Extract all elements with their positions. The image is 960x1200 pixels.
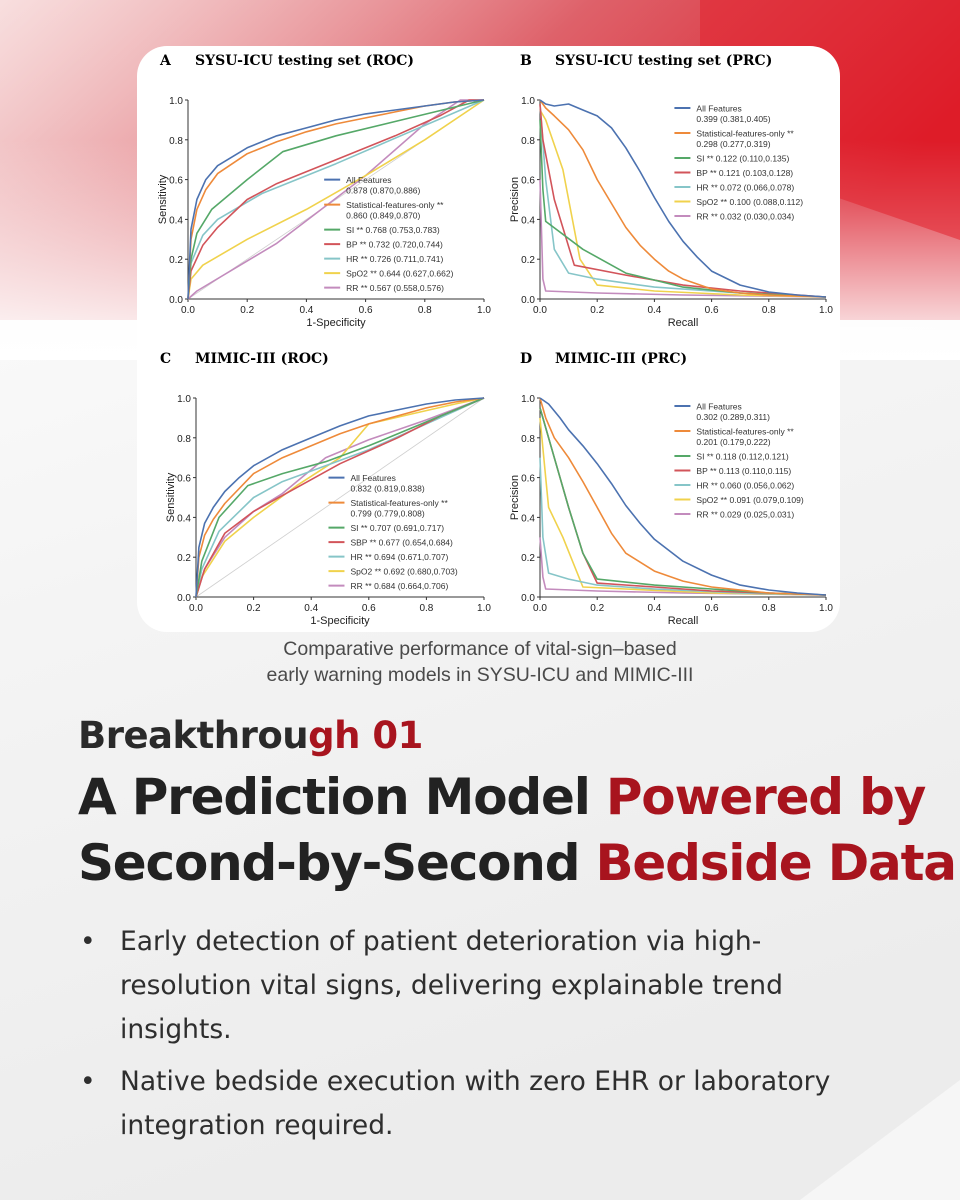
legend-label: HR ** 0.072 (0.066,0.078) [696, 182, 795, 193]
y-tick-label: 0.6 [521, 175, 535, 187]
y-tick-label: 0.0 [177, 593, 191, 604]
legend-label: Statistical-features-only ** [346, 200, 444, 211]
panel-letter: C [160, 351, 172, 367]
legend-label: Statistical-features-only ** [350, 498, 448, 509]
y-tick-label: 1.0 [169, 96, 183, 107]
panel-letter: B [520, 53, 532, 69]
y-tick-label: 0.6 [169, 175, 183, 187]
legend-value: 0.832 (0.819,0.838) [350, 483, 425, 494]
legend-label: All Features [696, 103, 742, 114]
x-tick-label: 1.0 [477, 603, 491, 614]
y-axis-label: Sensitivity [157, 174, 169, 225]
headline-1-red: Powered by [605, 768, 926, 826]
chart-title: MIMIC-III (PRC) [555, 351, 688, 367]
legend-value: 0.878 (0.870,0.886) [346, 185, 421, 196]
legend-label: BP ** 0.121 (0.103,0.128) [696, 167, 794, 178]
legend-value: 0.399 (0.381,0.405) [696, 113, 771, 124]
x-tick-label: 0.0 [189, 603, 203, 614]
y-axis-label: Precision [509, 474, 521, 521]
x-tick-label: 0.4 [647, 305, 662, 316]
legend-label: RR ** 0.567 (0.558,0.576) [346, 283, 444, 294]
x-tick-label: 0.0 [533, 305, 547, 316]
y-tick-label: 0.4 [177, 513, 191, 525]
y-tick-label: 0.8 [169, 135, 183, 147]
figure-caption-line-1: Comparative performance of vital-sign–based [283, 638, 677, 660]
legend-value: 0.201 (0.179,0.222) [696, 436, 771, 447]
legend-label: HR ** 0.726 (0.711,0.741) [346, 254, 444, 265]
legend-label: SI ** 0.118 (0.112,0.121) [696, 451, 789, 462]
headline-2-dark: Second-by-Second [78, 834, 596, 892]
y-tick-label: 0.8 [521, 135, 535, 147]
y-tick-label: 1.0 [521, 394, 535, 405]
legend-label: SpO2 ** 0.644 (0.627,0.662) [346, 268, 454, 279]
y-tick-label: 0.2 [521, 255, 535, 267]
y-tick-label: 0.0 [521, 593, 535, 604]
x-tick-label: 1.0 [477, 305, 491, 316]
legend-label: HR ** 0.694 (0.671,0.707) [350, 552, 449, 563]
headline-line-1 [78, 768, 925, 826]
legend-value: 0.302 (0.289,0.311) [696, 411, 770, 422]
x-axis-label: Recall [667, 615, 699, 627]
legend-label: All Features [350, 473, 396, 484]
x-tick-label: 0.4 [304, 603, 319, 614]
legend-label: All Features [346, 175, 392, 186]
y-axis-label: Sensitivity [165, 472, 177, 523]
y-tick-label: 0.2 [169, 255, 183, 267]
chart-panel-a [157, 53, 491, 329]
kicker-text: Breakthrou [78, 714, 309, 757]
x-tick-label: 0.2 [240, 305, 255, 316]
x-tick-label: 1.0 [819, 603, 833, 614]
legend-value: 0.860 (0.849,0.870) [346, 210, 421, 221]
x-tick-label: 0.6 [361, 603, 376, 614]
x-tick-label: 1.0 [819, 305, 833, 316]
legend-label: SpO2 ** 0.091 (0.079,0.109) [696, 494, 804, 505]
y-tick-label: 0.0 [169, 295, 183, 306]
x-tick-label: 0.6 [704, 603, 719, 614]
x-tick-label: 0.8 [417, 305, 432, 316]
legend-label: BP ** 0.113 (0.110,0.115) [696, 465, 792, 476]
chart-panel-d [509, 351, 833, 627]
y-tick-label: 0.2 [177, 553, 191, 565]
x-tick-label: 0.8 [761, 305, 776, 316]
x-tick-label: 0.2 [590, 305, 605, 316]
legend-label: RR ** 0.029 (0.025,0.031) [696, 509, 795, 520]
x-tick-label: 0.6 [704, 305, 719, 316]
kicker-number: gh 01 [308, 714, 423, 757]
x-tick-label: 0.0 [181, 305, 195, 316]
y-tick-label: 0.8 [177, 433, 191, 445]
panel-letter: D [520, 351, 533, 367]
legend-label: RR ** 0.032 (0.030,0.034) [696, 211, 795, 222]
legend-label: RR ** 0.684 (0.664,0.706) [350, 581, 449, 592]
legend-label: Statistical-features-only ** [696, 426, 794, 437]
x-axis-label: 1-Specificity [306, 317, 366, 329]
headline-2-red: Bedside Data [595, 834, 956, 892]
y-axis-label: Precision [509, 176, 521, 223]
bullet-marker: • [80, 926, 96, 957]
legend-label: SBP ** 0.677 (0.654,0.684) [350, 537, 453, 548]
series-line-spo2 [540, 418, 826, 595]
legend-label: SI ** 0.122 (0.110,0.135) [696, 153, 790, 164]
legend-label: SpO2 ** 0.692 (0.680,0.703) [350, 566, 458, 577]
bullet-item [78, 1060, 878, 1148]
legend-value: 0.298 (0.277,0.319) [696, 138, 771, 149]
panel-letter: A [160, 53, 171, 69]
chart-title: MIMIC-III (ROC) [195, 351, 329, 367]
y-tick-label: 0.4 [521, 215, 535, 227]
chart-title: SYSU-ICU testing set (PRC) [555, 53, 773, 69]
y-tick-label: 0.4 [521, 513, 535, 525]
x-tick-label: 0.8 [761, 603, 776, 614]
bullet-text: Early detection of patient deterioration via high-resolution vital signs, delivering explainable trend insights. [120, 926, 783, 1045]
y-tick-label: 0.2 [521, 553, 535, 565]
bullet-list [78, 920, 878, 1156]
legend-label: SpO2 ** 0.100 (0.088,0.112) [696, 196, 804, 207]
legend-label: Statistical-features-only ** [696, 128, 794, 139]
x-tick-label: 0.2 [246, 603, 261, 614]
legend-label: SI ** 0.768 (0.753,0.783) [346, 225, 440, 236]
y-tick-label: 0.6 [177, 473, 191, 485]
x-tick-label: 0.8 [419, 603, 434, 614]
chart-panel-b [509, 53, 833, 329]
bullet-marker: • [80, 1066, 96, 1097]
series-line-hr [540, 458, 826, 595]
x-axis-label: Recall [667, 317, 699, 329]
chart-title: SYSU-ICU testing set (ROC) [195, 53, 414, 69]
legend-label: BP ** 0.732 (0.720,0.744) [346, 239, 443, 250]
series-line-si [540, 120, 826, 297]
y-tick-label: 0.4 [169, 215, 183, 227]
bullet-text: Native bedside execution with zero EHR or laboratory integration required. [120, 1066, 831, 1141]
x-tick-label: 0.2 [590, 603, 605, 614]
section-kicker [78, 714, 423, 757]
y-tick-label: 1.0 [177, 394, 191, 405]
x-tick-label: 0.0 [533, 603, 547, 614]
chart-panel-c [160, 351, 491, 627]
bullet-item [78, 920, 878, 1052]
y-tick-label: 1.0 [521, 96, 535, 107]
x-tick-label: 0.4 [647, 603, 662, 614]
y-tick-label: 0.6 [521, 473, 535, 485]
legend-value: 0.799 (0.779,0.808) [350, 508, 425, 519]
headline-line-2 [78, 834, 956, 892]
x-tick-label: 0.6 [358, 305, 373, 316]
legend-label: HR ** 0.060 (0.056,0.062) [696, 480, 795, 491]
legend-label: SI ** 0.707 (0.691,0.717) [350, 523, 445, 534]
figure-caption-line-2: early warning models in SYSU-ICU and MIMIC-III [266, 664, 694, 686]
y-tick-label: 0.8 [521, 433, 535, 445]
legend-label: All Features [696, 401, 742, 412]
headline-1-dark: A Prediction Model [78, 768, 606, 826]
x-tick-label: 0.4 [299, 305, 314, 316]
y-tick-label: 0.0 [521, 295, 535, 306]
x-axis-label: 1-Specificity [310, 615, 370, 627]
